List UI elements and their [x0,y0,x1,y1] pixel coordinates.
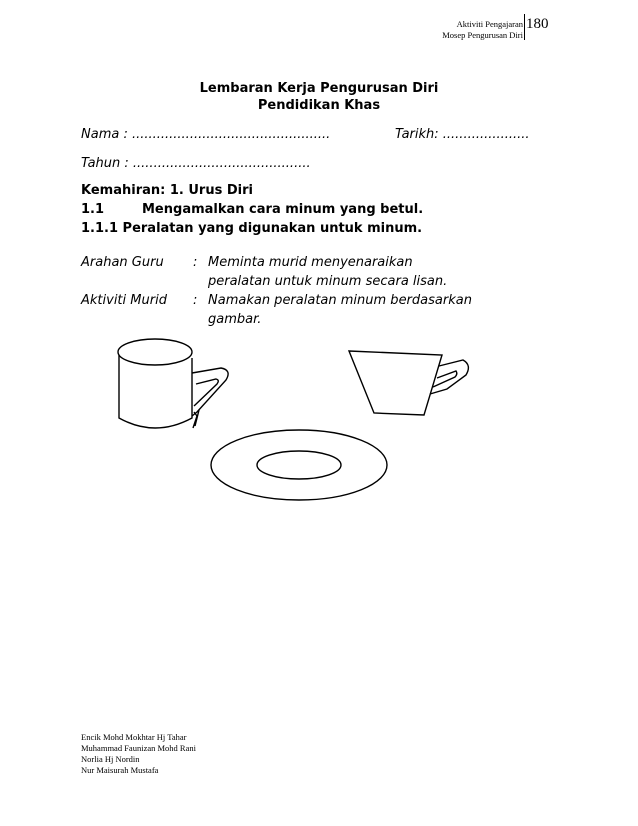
authors-footer [81,732,196,776]
page-number: 180 [526,16,549,32]
arahan-text-1: Meminta murid menyenaraikan [208,255,413,270]
title-line-1: Lembaran Kerja Pengurusan Diri [199,81,439,96]
mug-icon [118,339,228,428]
arahan-colon: : [193,255,198,270]
author-4: Nur Maisurah Mustafa [81,765,159,775]
title-line-2: Pendidikan Khas [257,98,381,113]
author-3: Norlia Hj Nordin [81,754,140,764]
arahan-guru-label: Arahan Guru [81,255,164,270]
header-line-1: Aktiviti Pengajaran [456,19,523,29]
cup-icon [349,351,468,415]
author-1: Encik Mohd Mokhtar Hj Tahar [81,732,187,742]
aktiviti-text-1: Namakan peralatan minum berdasarkan [208,293,472,308]
tahun-field: Tahun : ........................................... [81,156,311,171]
nama-field: Nama : ................................................ [81,127,331,142]
aktiviti-murid-label: Aktiviti Murid [81,293,167,308]
kemahiran-heading: Kemahiran: 1. Urus Diri [81,183,253,198]
aktiviti-text-2: gambar. [208,312,262,327]
skill-1-1-text: Mengamalkan cara minum yang betul. [142,202,424,217]
arahan-text-2: peralatan untuk minum secara lisan. [208,274,448,289]
skill-1-1-number: 1.1 [81,202,105,217]
tarikh-field: Tarikh: ..................... [395,127,530,142]
saucer-icon [211,430,387,500]
skill-1-1-1: 1.1.1 Peralatan yang digunakan untuk minum. [81,221,423,236]
aktiviti-colon: : [193,293,198,308]
header-line-2: Mosep Pengurusan Diri [442,30,523,40]
author-2: Muhammad Faunizan Mohd Rani [81,743,196,753]
